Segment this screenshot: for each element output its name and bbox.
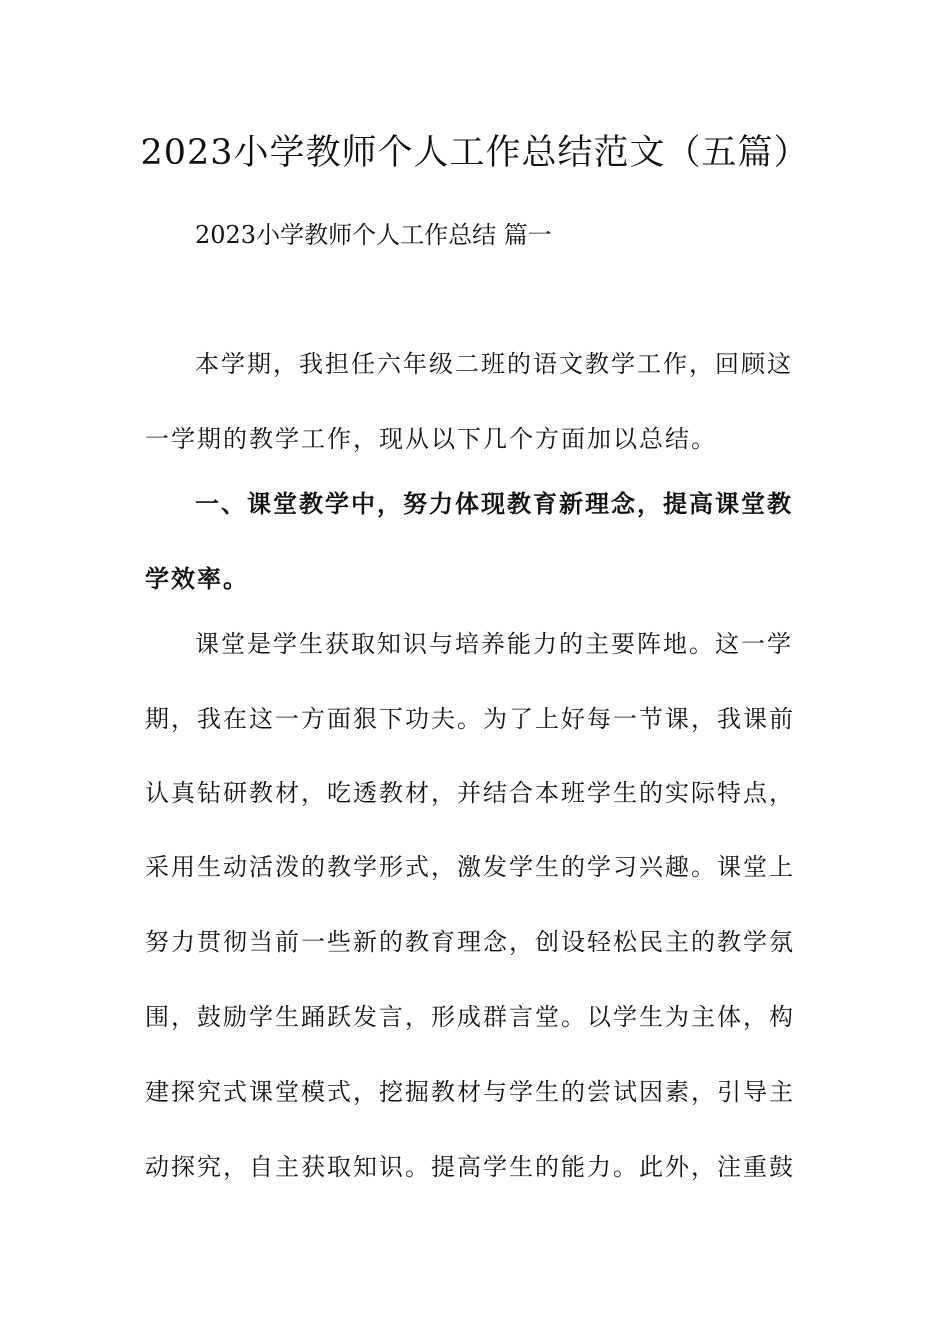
paragraph-line: 一学期的教学工作，现从以下几个方面加以总结。: [145, 425, 717, 453]
paragraph-line: 课堂是学生获取知识与培养能力的主要阵地。这一学: [195, 630, 793, 658]
paragraph-line: 努力贯彻当前一些新的教育理念，创设轻松民主的教学氛: [145, 928, 795, 956]
heading-line: 一、课堂教学中，努力体现教育新理念，提高课堂教: [195, 489, 793, 518]
section-title: 2023小学教师个人工作总结 篇一: [195, 221, 552, 249]
paragraph-line: 围，鼓励学生踊跃发言，形成群言堂。以学生为主体，构: [145, 1003, 795, 1031]
paragraph-line: 建探究式课堂模式，挖掘教材与学生的尝试因素，引导主: [145, 1078, 795, 1106]
paragraph-line: 期，我在这一方面狠下功夫。为了上好每一节课，我课前: [145, 705, 795, 733]
paragraph-line: 采用生动活泼的教学形式，激发学生的学习兴趣。课堂上: [145, 853, 795, 881]
paragraph-line: 动探究，自主获取知识。提高学生的能力。此外，注重鼓: [145, 1153, 795, 1181]
paragraph-line: 本学期，我担任六年级二班的语文教学工作，回顾这: [195, 350, 793, 378]
paragraph-line: 认真钻研教材，吃透教材，并结合本班学生的实际特点，: [145, 779, 795, 807]
heading-line: 学效率。: [145, 564, 249, 593]
document-title: 2023小学教师个人工作总结范文（五篇）: [140, 133, 810, 173]
